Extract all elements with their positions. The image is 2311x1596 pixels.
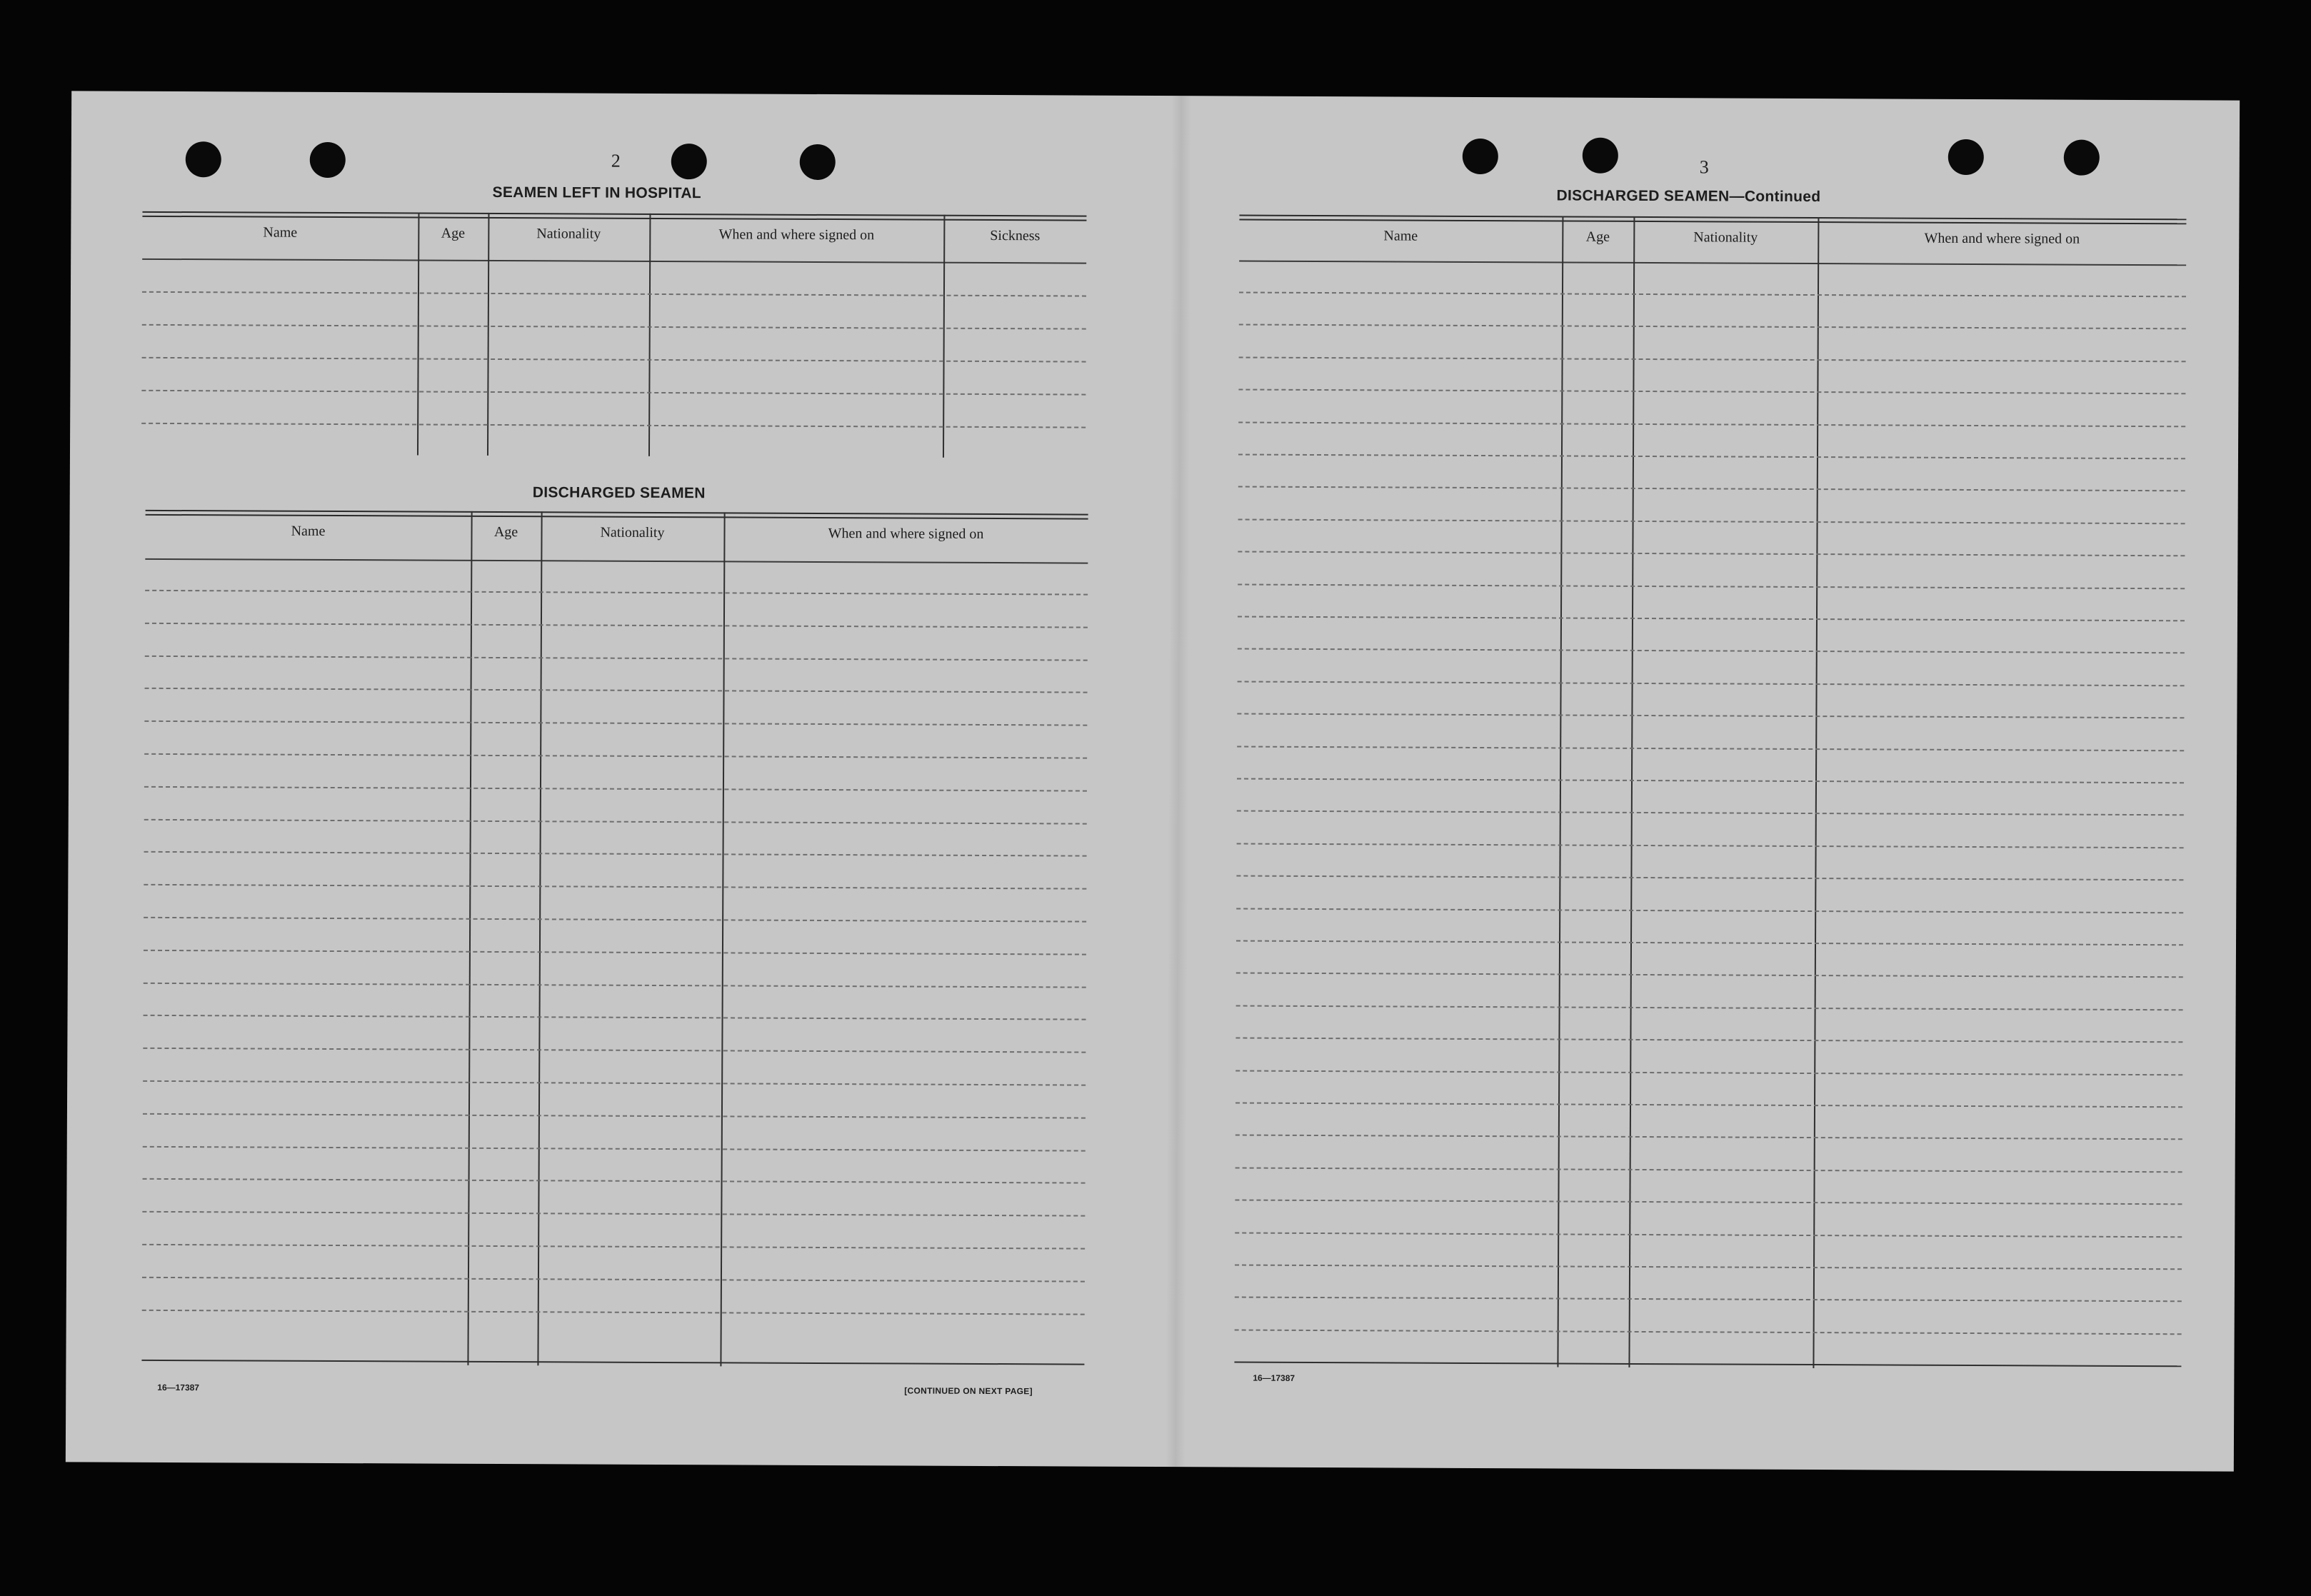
entry-row-line	[1238, 454, 2185, 460]
entry-row-line	[1238, 551, 2185, 557]
form-number: 16—17387	[157, 1382, 200, 1393]
entry-row-line	[1235, 1038, 2182, 1043]
entry-row-line	[1236, 973, 2183, 978]
continued-note: [CONTINUED ON NEXT PAGE]	[904, 1385, 1033, 1397]
entry-row-line	[145, 623, 1088, 628]
entry-row-line	[1237, 746, 2184, 751]
entry-row-line	[1236, 940, 2183, 946]
hospital-table	[141, 211, 1086, 458]
discharged-section-title: DISCHARGED SEAMEN	[532, 484, 706, 502]
entry-row-line	[1238, 583, 2185, 589]
entry-row-line	[144, 884, 1086, 890]
column-header: Name	[291, 523, 326, 539]
entry-row-line	[1238, 648, 2185, 654]
column-header: Name	[1383, 228, 1418, 244]
entry-row-line	[1238, 486, 2185, 492]
entry-row-line	[144, 818, 1087, 824]
entry-row-line	[1235, 1329, 2182, 1335]
punch-hole	[2064, 140, 2100, 176]
entry-row-line	[1237, 778, 2184, 784]
entry-row-line	[1238, 389, 2185, 395]
punch-hole	[1463, 139, 1498, 174]
column-header: When and where signed on	[1924, 230, 2080, 247]
column-header: Name	[263, 224, 298, 241]
entry-row-line	[1235, 1265, 2182, 1270]
entry-row-line	[143, 1178, 1086, 1184]
punch-hole	[1583, 138, 1618, 174]
entry-row-line	[1238, 518, 2185, 524]
discharged-continued-table	[1234, 215, 2186, 1370]
column-header: Age	[441, 225, 466, 241]
entry-row-line	[143, 1145, 1086, 1151]
entry-row-line	[1235, 1297, 2182, 1303]
column-header: Nationality	[1693, 229, 1758, 246]
right-page	[1185, 96, 2240, 1471]
entry-row-line	[142, 1244, 1085, 1250]
entry-row-line	[1235, 1103, 2182, 1108]
entry-row-line	[145, 655, 1088, 661]
column-header: Age	[1585, 229, 1610, 245]
entry-row-line	[1236, 1005, 2183, 1010]
page-number: 2	[611, 150, 621, 171]
column-header: Nationality	[536, 226, 601, 242]
punch-hole	[671, 144, 707, 179]
form-number: 16—17387	[1253, 1372, 1295, 1383]
column-header: When and where signed on	[718, 226, 875, 244]
entry-row-line	[1238, 421, 2185, 427]
entry-row-line	[1238, 681, 2185, 686]
entry-row-line	[143, 1080, 1086, 1086]
entry-row-line	[1237, 843, 2184, 848]
scanned-form-sheet	[66, 91, 2240, 1471]
entry-row-line	[144, 982, 1086, 988]
entry-row-line	[144, 950, 1086, 955]
page-number: 3	[1699, 156, 1709, 178]
entry-row-line	[142, 1309, 1085, 1315]
entry-row-line	[144, 917, 1086, 923]
left-page	[66, 91, 1171, 1467]
entry-row-line	[145, 688, 1088, 693]
entry-row-line	[144, 1015, 1086, 1020]
entry-row-line	[1235, 1167, 2182, 1173]
entry-row-line	[143, 1048, 1086, 1053]
entry-row-line	[1235, 1232, 2182, 1238]
entry-row-line	[1238, 616, 2185, 622]
entry-row-line	[142, 1211, 1085, 1217]
punch-hole	[800, 144, 836, 180]
entry-row-line	[1239, 356, 2186, 362]
entry-row-line	[1235, 1135, 2182, 1140]
column-header: Nationality	[600, 524, 665, 541]
entry-row-line	[145, 590, 1088, 596]
entry-row-line	[142, 1277, 1085, 1283]
discharged-table	[141, 510, 1088, 1368]
entry-row-line	[1236, 908, 2183, 913]
discharged-continued-title: DISCHARGED SEAMEN—Continued	[1556, 187, 1821, 206]
entry-row-line	[1237, 810, 2184, 816]
entry-row-line	[1235, 1070, 2182, 1075]
entry-row-line	[1239, 292, 2186, 298]
column-header: Sickness	[990, 227, 1041, 244]
punch-hole	[1948, 139, 1984, 175]
column-header: When and where signed on	[828, 526, 984, 542]
entry-row-line	[143, 1113, 1086, 1119]
entry-row-line	[144, 786, 1087, 792]
entry-row-line	[1237, 713, 2184, 719]
entry-row-line	[1239, 324, 2186, 330]
punch-hole	[310, 142, 346, 178]
entry-row-line	[144, 753, 1087, 759]
entry-row-line	[144, 721, 1087, 726]
hospital-section-title: SEAMEN LEFT IN HOSPITAL	[492, 184, 701, 202]
column-header: Age	[493, 523, 518, 541]
punch-hole	[186, 141, 221, 177]
entry-row-line	[144, 851, 1087, 857]
entry-row-line	[1235, 1200, 2182, 1205]
entry-row-line	[1236, 875, 2183, 881]
